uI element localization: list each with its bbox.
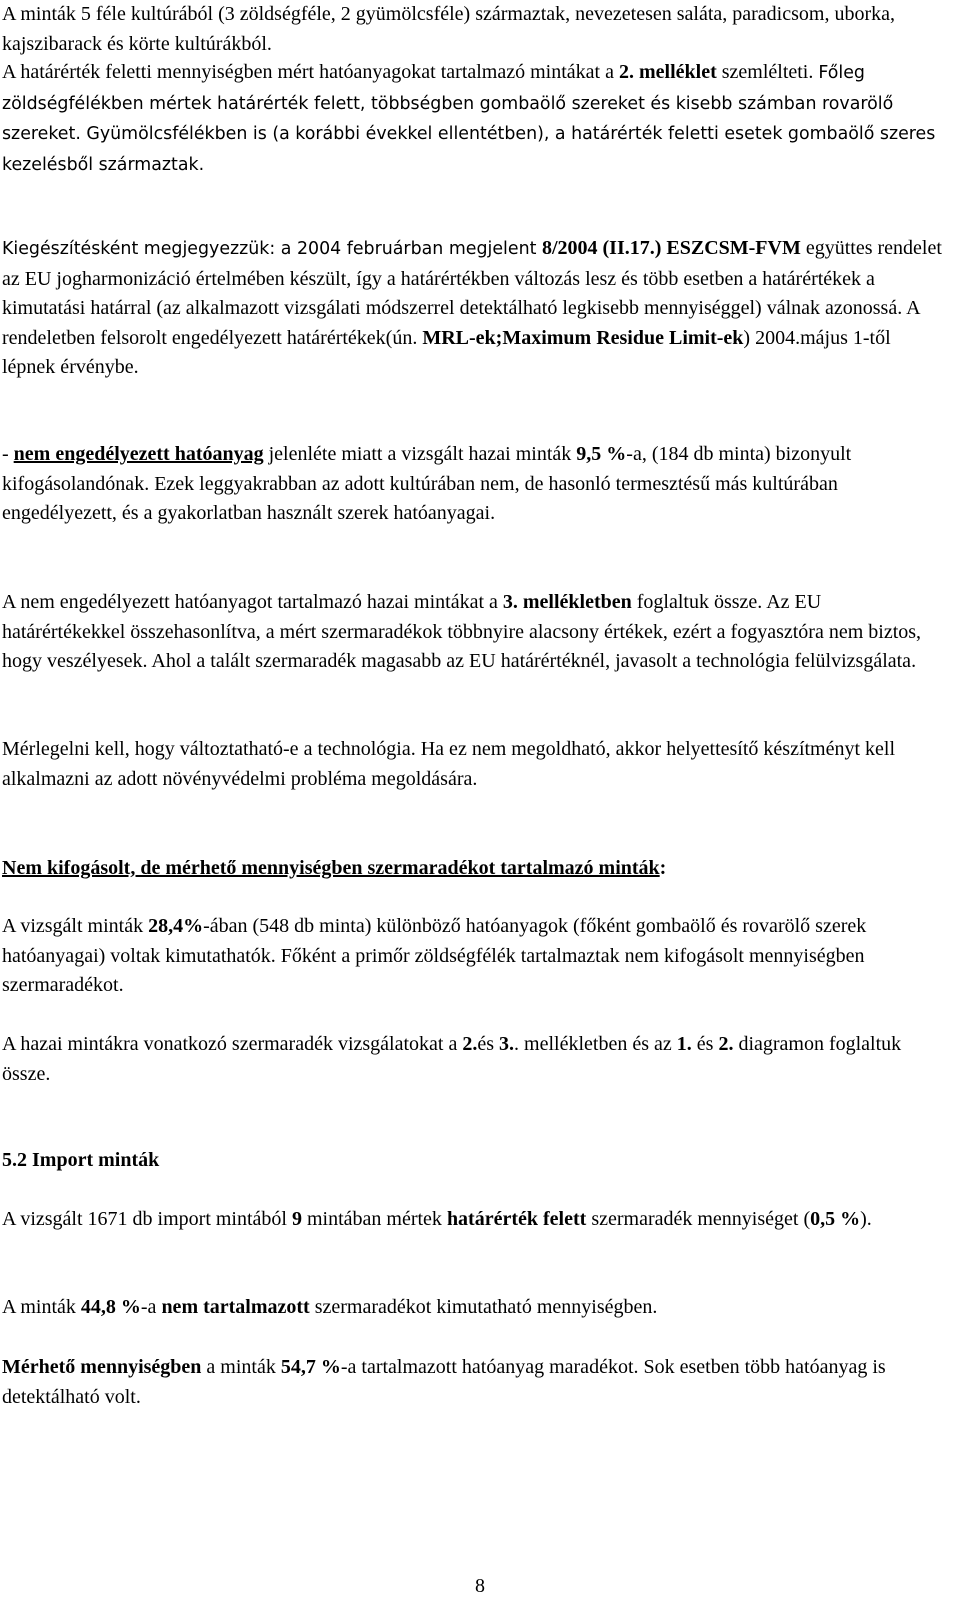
text: és: [691, 1033, 719, 1055]
text: szemlélteti.: [716, 61, 819, 83]
bold-text: 44,8 %: [80, 1296, 141, 1318]
text: Főleg zöldségfélékben mértek határérték felett, többségben gombaölő szereket és kisebb számban rovarölő szereket. Gyümölcsfélékben is (a korábbi évekkel ellentétben), a határérték feletti esetek gombaölő szeres kezelésből származtak.: [2, 63, 936, 175]
text: -: [2, 443, 14, 465]
text: A nem engedélyezett hatóanyagot tartalmazó hazai mintákat a: [2, 591, 503, 613]
text: Mérlegelni kell, hogy változtatható-e a technológia. Ha ez nem megoldható, akkor helyettesítő készítményt kell alkalmazni az adott növényvédelmi probléma megoldására.: [2, 738, 896, 790]
bold-text: 2. melléklet: [618, 61, 717, 83]
text: Kiegészítésként megjegyezzük: a 2004 februárban megjelent: [2, 239, 542, 259]
text: ) 2004.május 1-től lépnek érvénybe.: [2, 326, 891, 378]
text: A határérték feletti mennyiségben mért hatóanyagokat tartalmazó mintákat a: [2, 61, 619, 83]
text: . mellékletben és az: [514, 1033, 677, 1055]
paragraph-residue-rate: [2, 912, 942, 1001]
bold-text: 3.: [499, 1033, 515, 1055]
paragraph-import-no-residue: [2, 1293, 942, 1323]
text: a minták: [201, 1356, 281, 1378]
bold-text: határérték felett: [446, 1208, 587, 1230]
text: szermaradék mennyiséget (: [586, 1208, 811, 1230]
bold-text: 28,4%: [148, 915, 204, 937]
paragraph-sample-cultures: [2, 0, 942, 59]
bold-text: 1.: [676, 1033, 692, 1055]
text: A vizsgált minták: [2, 915, 149, 937]
bold-text: 9,5 %: [576, 443, 627, 465]
bold-underlined-text: nem engedélyezett hatóanyag: [13, 443, 264, 465]
bold-text: Mérhető mennyiségben: [2, 1356, 202, 1378]
bold-text: 0,5 %: [810, 1208, 861, 1230]
text: A minták: [2, 1296, 81, 1318]
bold-text: :: [659, 857, 667, 879]
text: -ában (548 db minta) különböző hatóanyagok (főként gombaölő és rovarölő szerek hatóanyagai) voltak kimutathatók. Főként a primőr zöldségfélék tartalmaztak nem kifogásolt mennyiségben szermaradékot.: [2, 915, 867, 996]
bold-text: 3. mellékletben: [502, 591, 632, 613]
bold-text: 9: [291, 1208, 302, 1230]
section-heading-import-samples: [2, 1146, 942, 1176]
text: mintában mértek: [301, 1208, 447, 1230]
paragraph-domestic-summary: [2, 1030, 942, 1089]
paragraph-regulation: [2, 234, 942, 383]
paragraph-annex-3: [2, 588, 942, 677]
page-number: 8: [475, 1575, 485, 1597]
heading-text: 5.2 Import minták: [2, 1149, 160, 1171]
text: foglaltuk össze. Az EU határértékekkel összehasonlítva, a mért szermaradékok többnyire alacsony értékek, ezért a fogyasztóra nem biztos, hogy veszélyesek. Ahol a talált szermaradék magasabb az EU határértéknél, javasolt a technológia felülvizsgálata.: [2, 591, 922, 672]
paragraph-non-approved-substance: [2, 440, 942, 529]
bold-text: 54,7 %: [280, 1356, 341, 1378]
paragraph-annex-2: [2, 58, 942, 180]
text: ).: [860, 1208, 872, 1230]
text: diagramon foglaltuk össze.: [2, 1033, 902, 1085]
bold-text: 8/2004 (II.17.): [541, 237, 662, 259]
paragraph-technology: [2, 735, 942, 794]
text: -a tartalmazott hatóanyag maradékot. Sok esetben több hatóanyag is detektálható volt.: [2, 1356, 886, 1408]
text: A hazai mintákra vonatkozó szermaradék vizsgálatokat a: [2, 1033, 463, 1055]
text: és: [477, 1033, 500, 1055]
text: -a, (184 db minta) bizonyult kifogásolandónak. Ezek leggyakrabban az adott kultúrában nem, de hasonló termesztésű más kultúrában engedélyezett, és a gyakorlatban használt szerek hatóanyagai.: [2, 443, 852, 524]
paragraph-import-measurable: [2, 1353, 942, 1412]
bold-text: 2.: [718, 1033, 734, 1055]
text: együttes rendelet az EU jogharmonizáció értelmében készült, így a határértékben változás lesz és több esetben a határértékek a kimutatási határral (az alkalmazott vizsgálati módszerrel detektálható legkisebb mennyiséggel) válnak azonossá.: [2, 237, 942, 319]
heading-text: Nem kifogásolt, de mérhető mennyiségben szermaradékot tartalmazó minták: [2, 857, 660, 879]
text: A rendeletben felsorolt engedélyezett határértékek(ún.: [2, 297, 920, 349]
bold-text: 2.: [462, 1033, 478, 1055]
text: -a: [140, 1296, 162, 1318]
bold-text: nem tartalmazott: [161, 1296, 310, 1318]
text: szermaradékot kimutatható mennyiségben.: [309, 1296, 658, 1318]
bold-text: MRL-ek;Maximum Residue Limit-ek: [422, 326, 744, 349]
text: jelenléte miatt a vizsgált hazai minták: [263, 443, 577, 465]
bold-text: ESZCSM-FVM: [666, 237, 801, 259]
text: A vizsgált 1671 db import mintából: [2, 1208, 292, 1230]
text: A minták 5 féle kultúrából (3 zöldségféle, 2 gyümölcsféle) származtak, nevezetesen saláta, paradicsom, uborka, kajszibarack és körte kultúrákból.: [2, 3, 895, 55]
section-heading-measurable-residues: [2, 854, 942, 884]
paragraph-import-above-limit: [2, 1205, 942, 1235]
